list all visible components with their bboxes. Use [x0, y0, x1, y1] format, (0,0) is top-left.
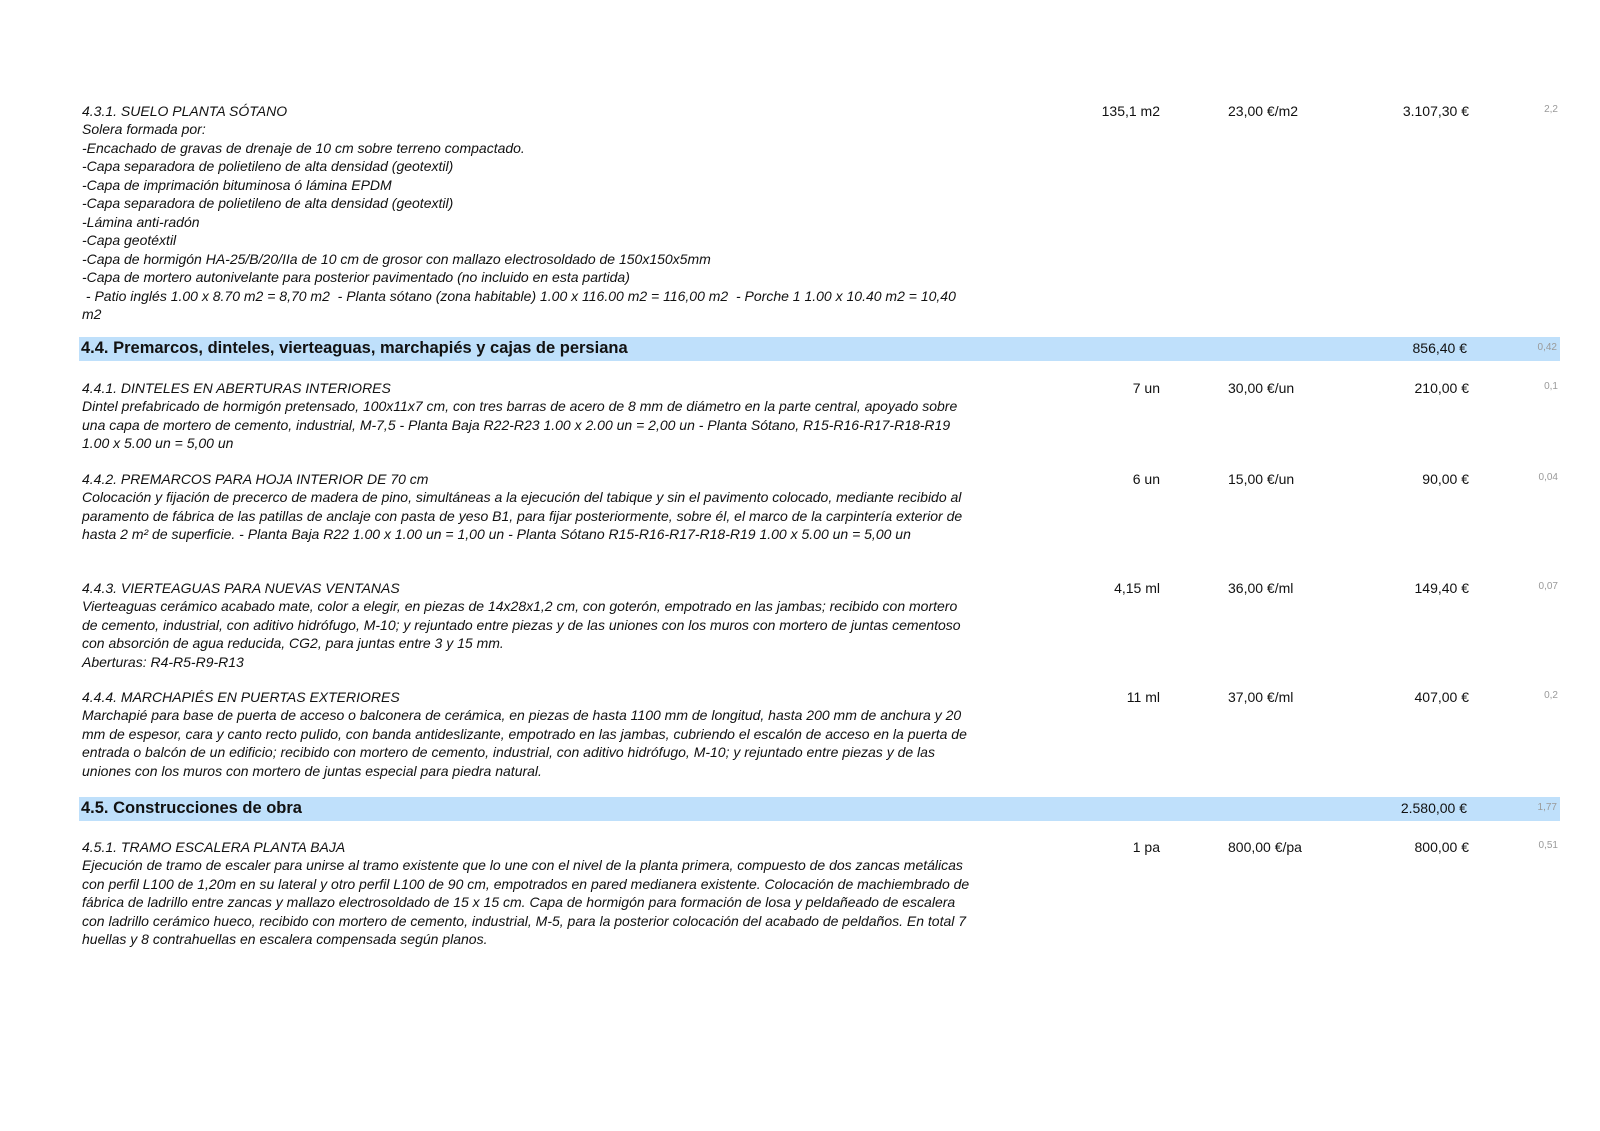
description-line: huellas y 8 contrahuellas en escalera compensada según planos. — [82, 931, 488, 947]
item-amount: 407,00 € — [1414, 689, 1469, 705]
item-ratio: 0,2 — [1544, 690, 1558, 701]
item-quantity: 6 un — [1132, 471, 1160, 487]
item-code: 4.4.3. VIERTEAGUAS PARA NUEVAS VENTANAS — [82, 580, 400, 596]
description-line: -Capa geotéxtil — [82, 232, 177, 248]
item-amount: 90,00 € — [1422, 471, 1469, 487]
item-quantity: 11 ml — [1126, 689, 1160, 705]
item-description — [82, 488, 1022, 544]
section-ratio: 0,42 — [1537, 342, 1557, 353]
description-line: una capa de mortero de cemento, industrial, M-7,5 - Planta Baja R22-R23 1.00 x 2.00 un = 2,00 un - Planta Sótano, R15-R16-R17-R18-R19 — [82, 416, 951, 433]
item-ratio: 0,51 — [1538, 840, 1558, 851]
item-ratio: 0,1 — [1544, 381, 1558, 392]
section-amount: 856,40 € — [1412, 340, 1467, 356]
section-header-4-4 — [79, 337, 1560, 361]
description-line: Marchapié para base de puerta de acceso o balconera de cerámica, en piezas de hasta 1100 mm de longitud, hasta 200 mm de anchura y 20 — [82, 707, 962, 723]
description-line: con ladrillo cerámico hueco, recibido con mortero de cemento, industrial, M-5, para la posterior colocación del acabado de peldaños. En total 7 — [82, 912, 967, 929]
description-line: fábrica de ladrillo entre zancas y mallazo electrosoldado de 15 x 15 cm. Capa de hormigón para formación de losa y peldañeado de escalera — [82, 894, 956, 910]
description-line: con absorción de agua reducida, CG2, para juntas entre 3 y 15 mm. — [82, 635, 504, 651]
description-line: 1.00 x 5.00 un = 5,00 un — [82, 435, 234, 451]
description-line: -Encachado de gravas de drenaje de 10 cm sobre terreno compactado. — [82, 139, 525, 156]
item-code: 4.5.1. TRAMO ESCALERA PLANTA BAJA — [82, 839, 346, 855]
description-line: -Capa separadora de polietileno de alta densidad (geotextil) — [82, 195, 454, 211]
item-quantity: 135,1 m2 — [1101, 103, 1160, 119]
item-description — [82, 856, 1022, 949]
section-title: 4.4. Premarcos, dinteles, vierteaguas, marchapiés y cajas de persiana — [81, 339, 628, 357]
item-quantity: 4,15 ml — [1114, 580, 1160, 596]
description-line: -Lámina anti-radón — [82, 213, 200, 230]
description-line: con perfil L100 de 1,20m en su lateral y otro perfil L100 de 90 cm, empotrados en pared medianera existente. Colocación de machiembrado de — [82, 875, 970, 892]
item-ratio: 0,07 — [1538, 581, 1558, 592]
item-code: 4.3.1. SUELO PLANTA SÓTANO — [82, 103, 288, 119]
section-ratio: 1,77 — [1537, 802, 1557, 813]
item-code: 4.4.4. MARCHAPIÉS EN PUERTAS EXTERIORES — [82, 689, 400, 705]
item-unit-price: 800,00 €/pa — [1228, 839, 1302, 855]
description-line: - Patio inglés 1.00 x 8.70 m2 = 8,70 m2 - Planta sótano (zona habitable) 1.00 x 116.00 m2 = 116,00 m2 - Porche 1 1.00 x 10.40 m2 = 10,40 — [82, 287, 956, 304]
description-line: mm de espesor, cara y canto recto pulido, con banda antideslizante, empotrado en las jambas, cubriendo el escalón de acceso en la puerta de — [82, 725, 967, 742]
item-ratio: 2,2 — [1544, 104, 1558, 115]
item-description — [82, 397, 1022, 453]
item-quantity: 7 un — [1132, 380, 1160, 396]
description-line: entrada o balcón de un edificio; recibido con mortero de cemento, industrial, con aditivo hidrófugo, M-10; y rejuntado entre piezas y de las — [82, 744, 935, 760]
description-line: Solera formada por: — [82, 121, 206, 137]
item-code: 4.4.1. DINTELES EN ABERTURAS INTERIORES — [82, 380, 391, 396]
description-line: Ejecución de tramo de escaler para unirse al tramo existente que lo une con el nivel de la planta primera, compuesto de dos zancas metálicas — [82, 857, 963, 873]
section-title: 4.5. Construcciones de obra — [81, 799, 302, 817]
description-line: paramento de fábrica de las patillas de anclaje con pasta de yeso B1, para fijar posteriormente, sobre él, el marco de la carpintería exterior de — [82, 507, 963, 524]
item-quantity: 1 pa — [1132, 839, 1160, 855]
item-unit-price: 23,00 €/m2 — [1228, 103, 1299, 119]
item-ratio: 0,04 — [1538, 472, 1558, 483]
item-description — [82, 120, 1022, 324]
description-line: Dintel prefabricado de hormigón pretensado, 100x11x7 cm, con tres barras de acero de 8 mm de diámetro en la parte central, apoyado sobre — [82, 398, 958, 414]
item-amount: 800,00 € — [1414, 839, 1469, 855]
description-line: hasta 2 m² de superficie. - Planta Baja R22 1.00 x 1.00 un = 1,00 un - Planta Sótano R15-R16-R17-R18-R19 1.00 x 5.00 un = 5,00 un — [82, 526, 911, 542]
description-line: -Capa de hormigón HA-25/B/20/IIa de 10 cm de grosor con mallazo electrosoldado de 150x150x5mm — [82, 250, 711, 267]
item-description — [82, 706, 1022, 780]
description-line: Aberturas: R4-R5-R9-R13 — [82, 653, 244, 670]
item-amount: 149,40 € — [1414, 580, 1469, 596]
item-code: 4.4.2. PREMARCOS PARA HOJA INTERIOR DE 70 cm — [82, 471, 429, 487]
item-unit-price: 37,00 €/ml — [1228, 689, 1294, 705]
section-amount: 2.580,00 € — [1400, 800, 1467, 816]
item-amount: 3.107,30 € — [1402, 103, 1469, 119]
description-line: -Capa de mortero autonivelante para posterior pavimentado (no incluido en esta partida) — [82, 269, 630, 285]
description-line: de cemento, industrial, con aditivo hidrófugo, M-10; y rejuntado entre piezas y de las uniones con los muros con mortero de juntas cementoso — [82, 616, 961, 633]
description-line: -Capa separadora de polietileno de alta densidad (geotextil) — [82, 158, 454, 174]
item-unit-price: 15,00 €/un — [1228, 471, 1295, 487]
section-header-4-5 — [79, 797, 1560, 821]
description-line: m2 — [82, 306, 102, 322]
item-unit-price: 36,00 €/ml — [1228, 580, 1294, 596]
item-amount: 210,00 € — [1414, 380, 1469, 396]
description-line: uniones con los muros con mortero de juntas especial para piedra natural. — [82, 762, 542, 779]
item-unit-price: 30,00 €/un — [1228, 380, 1295, 396]
item-description — [82, 597, 1022, 671]
description-line: Vierteaguas cerámico acabado mate, color a elegir, en piezas de 14x28x1,2 cm, con goterón, empotrado en las jambas; recibido con mortero — [82, 598, 958, 614]
description-line: Colocación y fijación de precerco de madera de pino, simultáneas a la ejecución del tabique y sin el pavimento colocado, mediante recibido al — [82, 489, 962, 505]
description-line: -Capa de imprimación bituminosa ó lámina EPDM — [82, 176, 392, 193]
